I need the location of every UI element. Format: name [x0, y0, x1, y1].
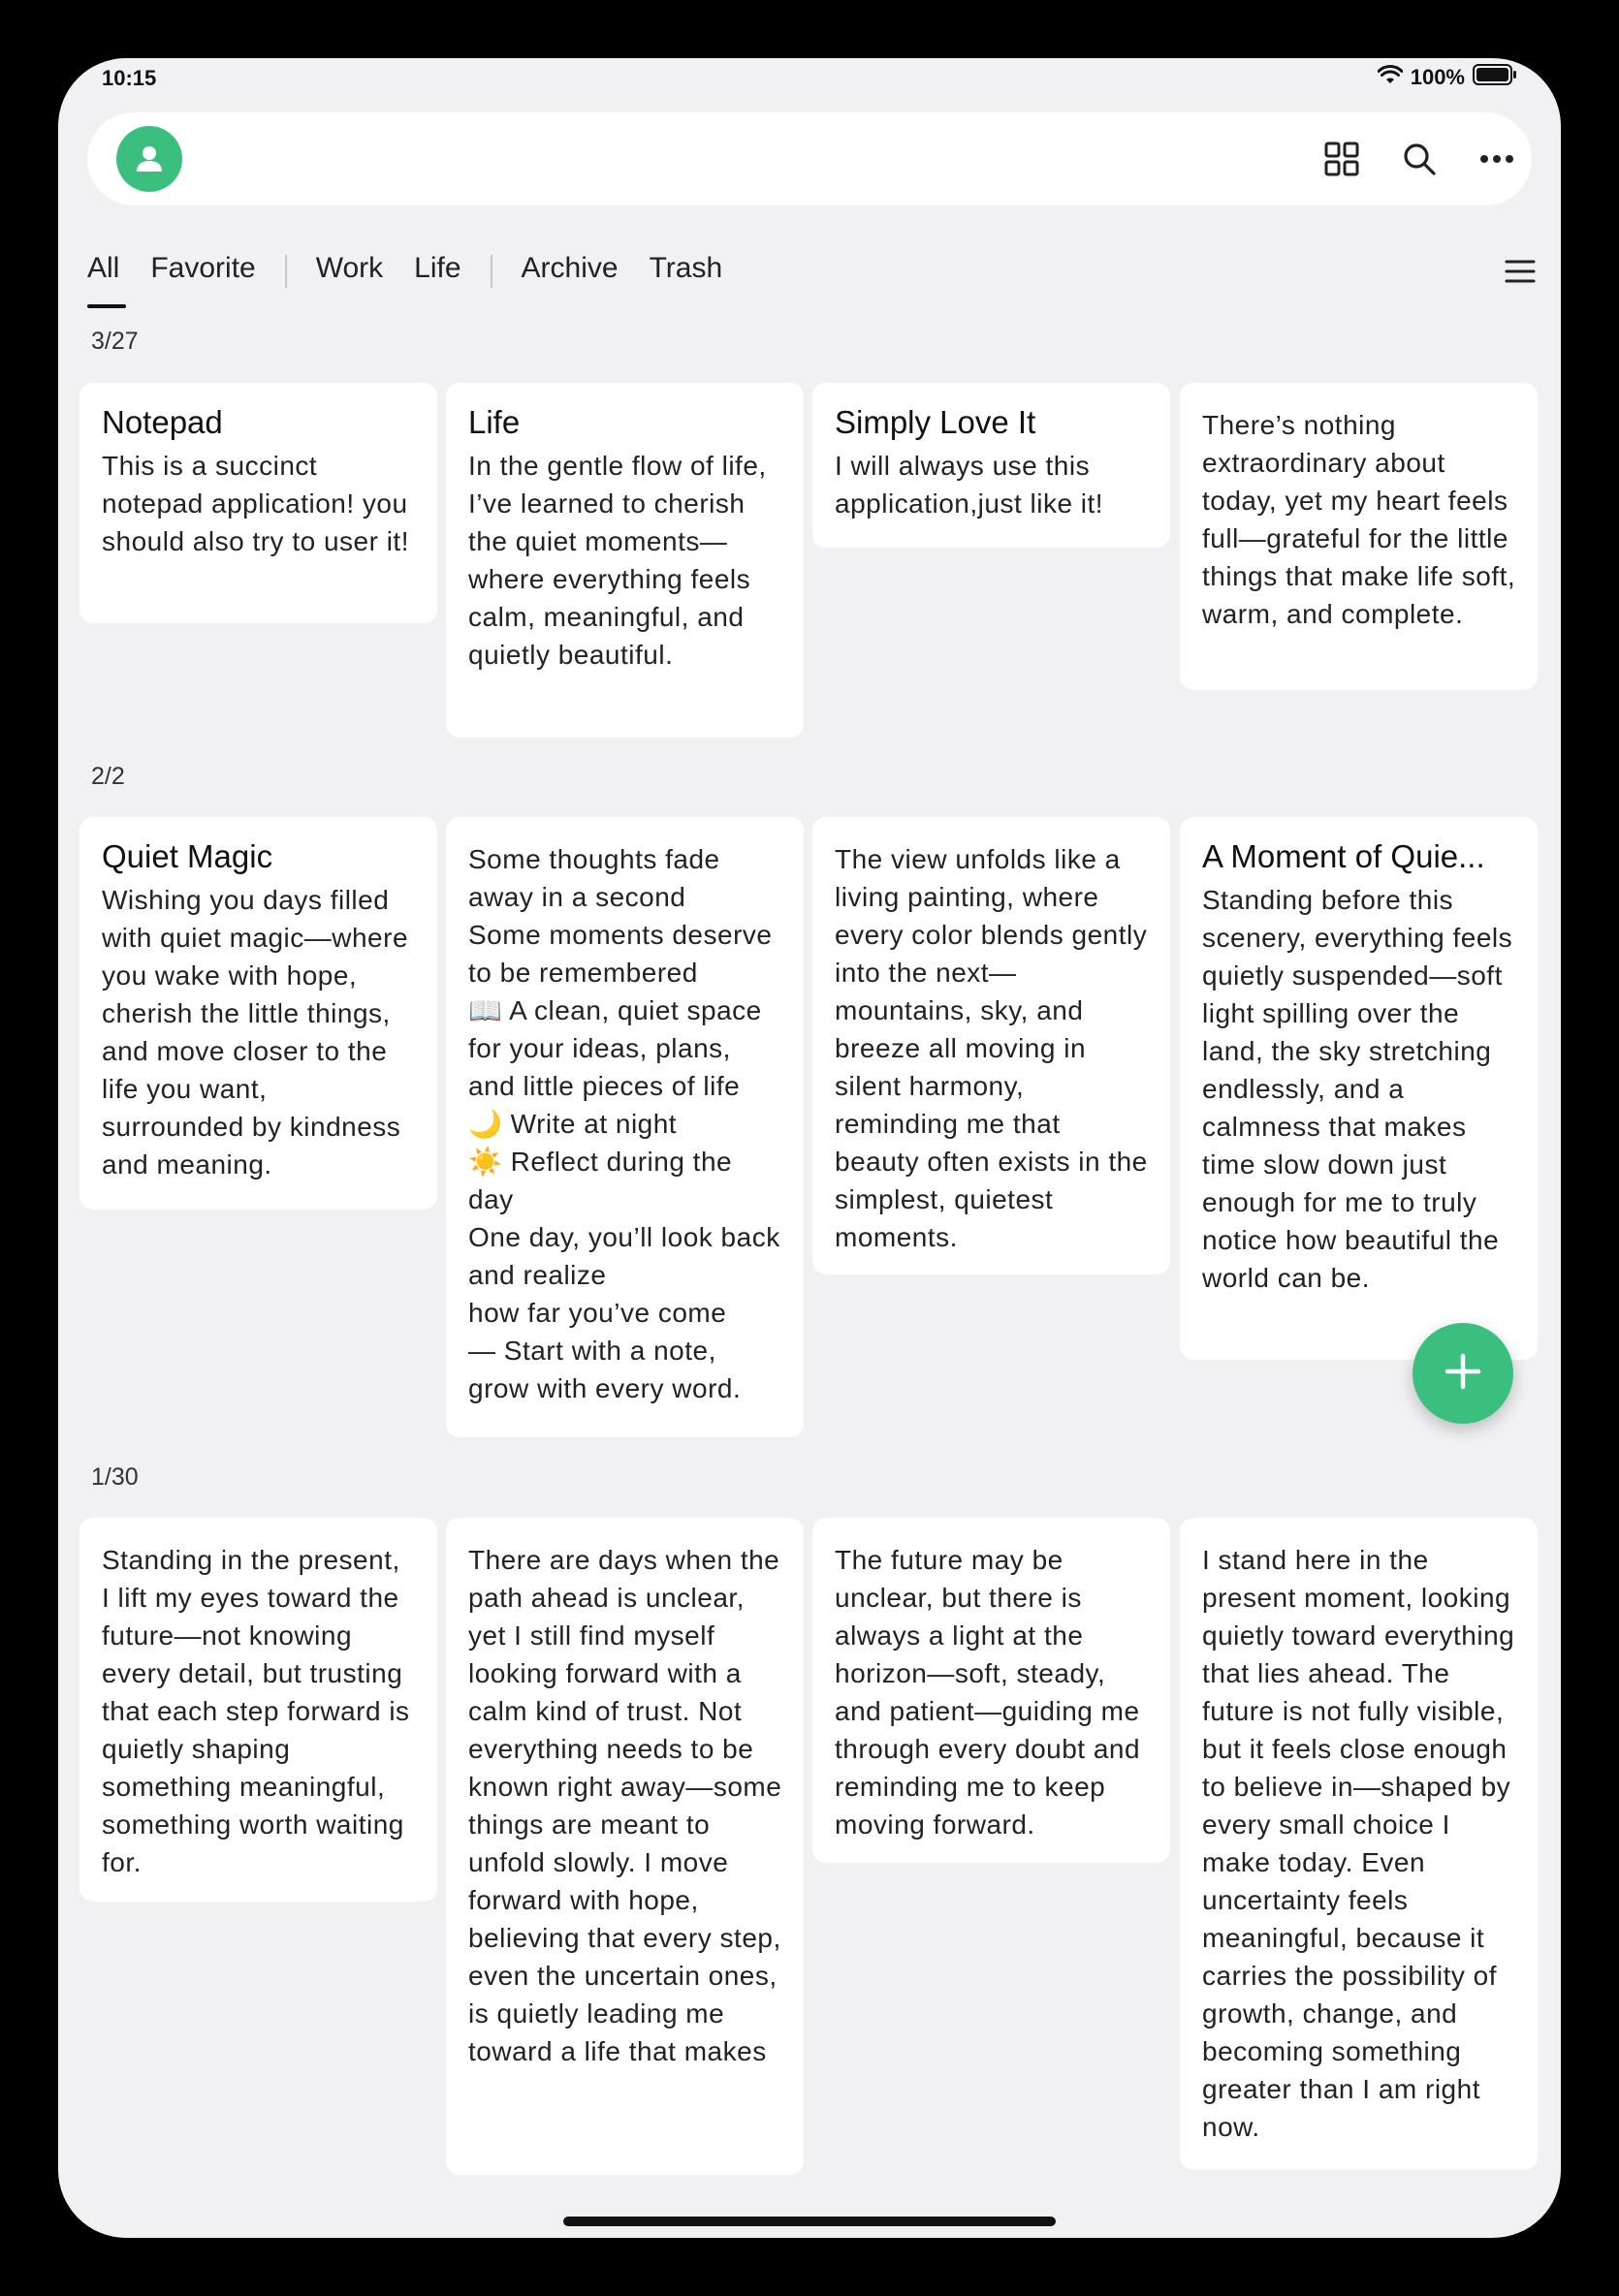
note-title: Life	[468, 404, 521, 440]
tab-divider	[285, 255, 287, 288]
tab-archive[interactable]: Archive	[521, 252, 619, 284]
tab-favorite[interactable]: Favorite	[150, 252, 256, 284]
home-indicator	[563, 2217, 1056, 2226]
more-horizontal-icon[interactable]	[1476, 138, 1518, 180]
note-card[interactable]	[1180, 383, 1538, 690]
note-card[interactable]	[79, 817, 437, 1210]
note-body: Standing in the present, I lift my eyes toward the future—not knowing every detail, but trusting that each step forward is quietly shaping something meaningful, something worth waiting for.	[102, 1545, 418, 1877]
note-title: Quiet Magic	[102, 838, 273, 874]
battery-percentage: 100%	[1410, 64, 1465, 89]
note-card[interactable]	[79, 1518, 437, 1902]
note-body: There are days when the path ahead is unclear, yet I still find myself looking forward with a calm kind of trust. Not everything needs to be known right away—some things are meant to unfold slowly. I move forward with hope, believing that every step, even the uncertain ones, is quietly leading me toward a life that makes	[468, 1545, 790, 2066]
tab-divider	[491, 255, 492, 288]
search-icon[interactable]	[1398, 138, 1441, 180]
top-search-bar[interactable]	[87, 112, 1532, 205]
note-title: Notepad	[102, 404, 223, 440]
note-card[interactable]	[1180, 1518, 1538, 2170]
category-tabs	[87, 242, 753, 300]
user-avatar-icon[interactable]	[116, 126, 182, 192]
status-indicators	[1378, 64, 1517, 90]
note-body: Wishing you days filled with quiet magic—where you wake with hope, cherish the little things, and move closer to the life you want, surrounded by kindness and meaning.	[102, 885, 417, 1179]
note-card[interactable]	[812, 1518, 1170, 1863]
note-card[interactable]	[812, 383, 1170, 548]
status-time: 10:15	[102, 66, 157, 90]
note-body: Some thoughts fade away in a second Some moments deserve to be remembered 📖 A clean, quiet space for your ideas, plans, and little pieces of life 🌙 Write at night ☀️ Reflect during the day One day, you’ll look back and realize how far you’ve come — Start with a note, grow with every word.	[468, 844, 780, 1403]
note-body: I stand here in the present moment, looking quietly toward everything that lies ahead. The future is not fully visible, but it feels close enough to believe in—shaped by every small choice I make today. Even uncertainty feels meaningful, because it carries the possibility of growth, change, and becoming something greater than I am right now.	[1202, 1545, 1523, 2142]
status-bar	[58, 58, 1561, 97]
add-note-button[interactable]	[1413, 1323, 1513, 1424]
note-card[interactable]	[446, 1518, 804, 2175]
group-date: 2/2	[91, 763, 125, 790]
wifi-icon	[1378, 65, 1403, 89]
hamburger-menu-icon[interactable]	[1501, 252, 1540, 291]
tab-life[interactable]: Life	[414, 252, 461, 284]
tab-trash[interactable]: Trash	[649, 252, 723, 284]
note-body: There’s nothing extraordinary about today, yet my heart feels full—grateful for the little things that make life soft, warm, and complete.	[1202, 410, 1524, 629]
group-date: 3/27	[91, 328, 139, 355]
app-screen	[58, 58, 1561, 2238]
note-body: In the gentle flow of life, I’ve learned to cherish the quiet moments—where everything feels calm, meaningful, and quietly beautiful.	[468, 451, 775, 670]
note-card[interactable]	[1180, 817, 1538, 1360]
note-card[interactable]	[446, 817, 804, 1437]
tab-work[interactable]: Work	[315, 252, 384, 284]
battery-icon	[1473, 64, 1517, 90]
note-body: Standing before this scenery, everything feels quietly suspended—soft light spilling over the land, the sky stretching endlessly, and a calmness that makes time slow down just enough for me to truly notice how beautiful the world can be.	[1202, 885, 1521, 1293]
plus-icon	[1442, 1350, 1484, 1398]
note-title: Simply Love It	[835, 404, 1036, 440]
note-card[interactable]	[79, 383, 437, 623]
note-card[interactable]	[812, 817, 1170, 1274]
tab-all[interactable]: All	[87, 252, 119, 291]
group-date: 1/30	[91, 1463, 139, 1491]
grid-view-icon[interactable]	[1320, 138, 1363, 180]
note-body: The view unfolds like a living painting, where every color blends gently into the next—mountains, sky, and breeze all moving in silent harmony, reminding me that beauty often exists in the simplest, quietest moments.	[835, 844, 1157, 1252]
note-body: This is a succinct notepad application! you should also try to user it!	[102, 451, 416, 556]
note-card[interactable]	[446, 383, 804, 738]
note-title: A Moment of Quie...	[1202, 838, 1485, 874]
note-body: The future may be unclear, but there is always a light at the horizon—soft, steady, and patient—guiding me through every doubt and reminding me to keep moving forward.	[835, 1545, 1149, 1840]
note-body: I will always use this application,just like it!	[835, 451, 1104, 519]
